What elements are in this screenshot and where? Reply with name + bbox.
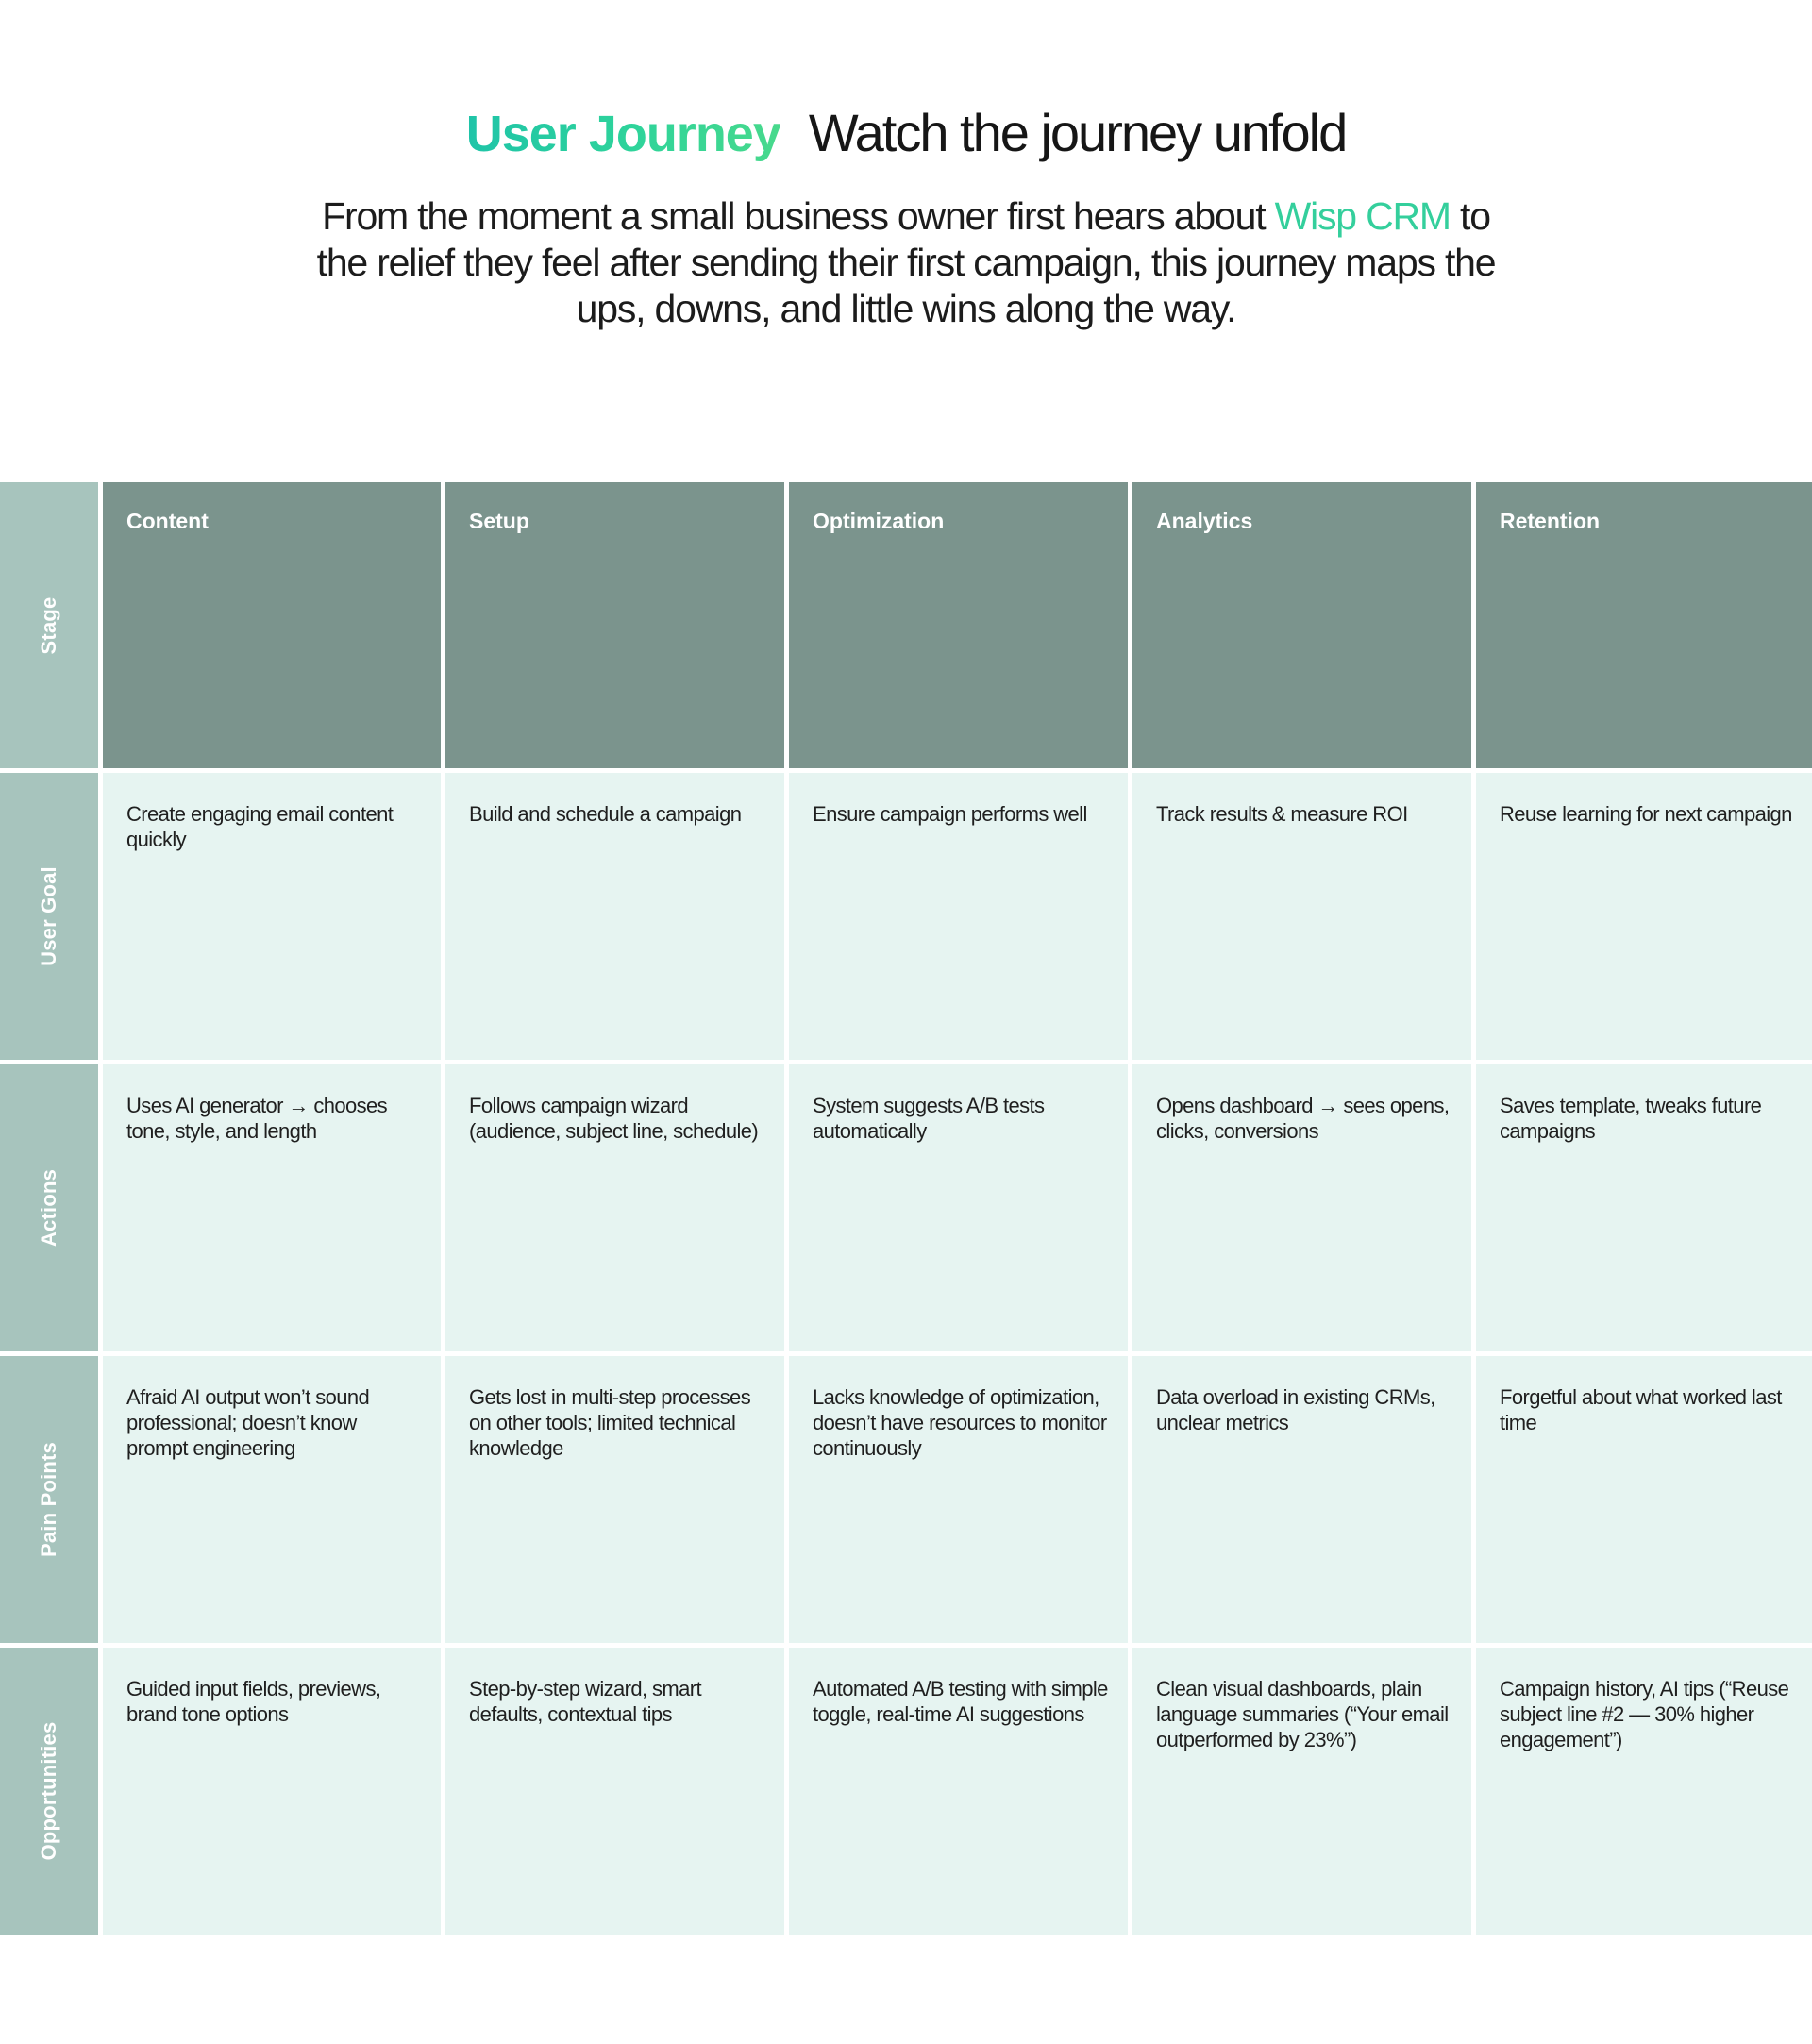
- opportunities-cell: Step-by-step wizard, smart defaults, contextual tips: [445, 1648, 784, 1935]
- row-label-text: Opportunities: [37, 1721, 60, 1861]
- row-label-text: Pain Points: [37, 1442, 60, 1557]
- actions-cell: Saves template, tweaks future campaigns: [1476, 1064, 1812, 1351]
- stage-header-setup: Setup: [445, 482, 784, 768]
- intro-text-end: to the relief they feel after sending their first campaign, this journey maps the ups, downs, and little wins along the way.: [316, 194, 1496, 330]
- user-goal-cell: Reuse learning for next campaign: [1476, 773, 1812, 1060]
- stage-header-retention: Retention: [1476, 482, 1812, 768]
- opportunities-cell: Clean visual dashboards, plain language summaries (“Your email outperformed by 23%”): [1132, 1648, 1471, 1935]
- stage-header-analytics: Analytics: [1132, 482, 1471, 768]
- row-label-pain-points: [0, 1356, 98, 1643]
- row-label-text: User Goal: [37, 866, 60, 966]
- intro-paragraph: [311, 193, 1501, 332]
- row-label-user-goal: [0, 773, 98, 1060]
- pain-points-cell: Afraid AI output won’t sound professional; doesn’t know prompt engineering: [103, 1356, 441, 1643]
- title-main: Watch the journey unfold: [808, 103, 1347, 162]
- stage-header-optimization: Optimization: [789, 482, 1128, 768]
- intro-text-start: From the moment a small business owner first hears about: [322, 194, 1275, 238]
- user-goal-cell: Create engaging email content quickly: [103, 773, 441, 1060]
- pain-points-cell: Forgetful about what worked last time: [1476, 1356, 1812, 1643]
- actions-cell: System suggests A/B tests automatically: [789, 1064, 1128, 1351]
- user-goal-cell: Track results & measure ROI: [1132, 773, 1471, 1060]
- brand-name: Wisp CRM: [1274, 194, 1451, 238]
- pain-points-cell: Data overload in existing CRMs, unclear metrics: [1132, 1356, 1471, 1643]
- actions-cell: Uses AI generator → chooses tone, style, and length: [103, 1064, 441, 1351]
- row-label-opportunities: [0, 1648, 98, 1935]
- row-label-text: Actions: [37, 1168, 60, 1248]
- journey-map-grid: [0, 482, 1812, 1935]
- opportunities-cell: Guided input fields, previews, brand tone options: [103, 1648, 441, 1935]
- pain-points-cell: Lacks knowledge of optimization, doesn’t have resources to monitor continuously: [789, 1356, 1128, 1643]
- pain-points-cell: Gets lost in multi-step processes on other tools; limited technical knowledge: [445, 1356, 784, 1643]
- row-label-text: Stage: [37, 596, 60, 654]
- actions-cell: Follows campaign wizard (audience, subject line, schedule): [445, 1064, 784, 1351]
- user-goal-cell: Build and schedule a campaign: [445, 773, 784, 1060]
- user-goal-cell: Ensure campaign performs well: [789, 773, 1128, 1060]
- title-accent: User Journey: [465, 106, 780, 162]
- page-title: [0, 102, 1812, 163]
- actions-cell: Opens dashboard → sees opens, clicks, conversions: [1132, 1064, 1471, 1351]
- opportunities-cell: Automated A/B testing with simple toggle, real-time AI suggestions: [789, 1648, 1128, 1935]
- row-label-actions: [0, 1064, 98, 1351]
- row-label-stage: [0, 482, 98, 768]
- opportunities-cell: Campaign history, AI tips (“Reuse subject line #2 — 30% higher engagement”): [1476, 1648, 1812, 1935]
- stage-header-content: Content: [103, 482, 441, 768]
